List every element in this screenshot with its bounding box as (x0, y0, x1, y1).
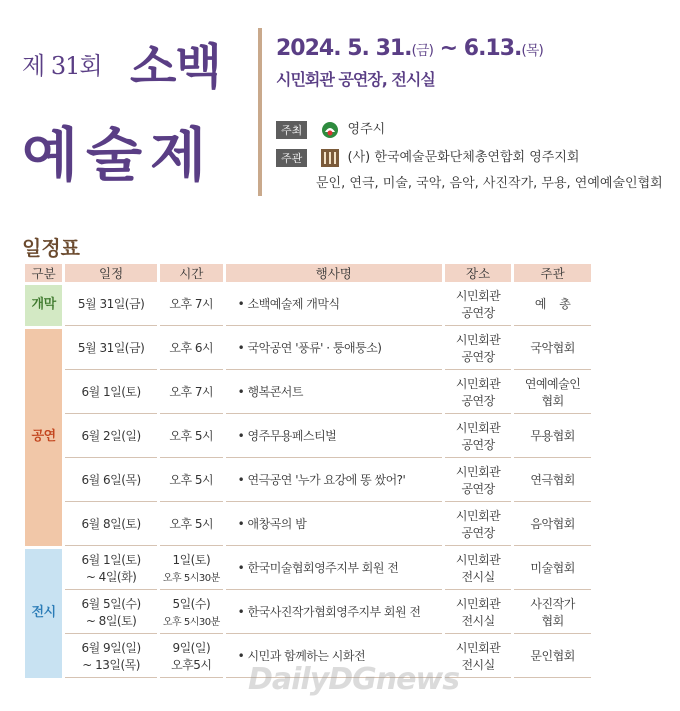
cell-date: 6월 2일(일) (65, 417, 157, 458)
cell-organizer: 미술협회 (514, 549, 591, 590)
event-dates (276, 36, 676, 61)
place-line2: 전시실 (461, 658, 495, 672)
cell-event: • 한국사진작가협회영주지부 회원 전 (226, 593, 442, 634)
cell-time (160, 637, 223, 678)
cell-place (445, 505, 511, 546)
place-line1: 시민회관 (455, 376, 501, 391)
date-line2: ~ 4일(화) (85, 570, 137, 584)
host-row (276, 118, 385, 139)
cell-organizer (514, 593, 591, 634)
cell-time: 오후 7시 (160, 285, 223, 326)
place-line1: 시민회관 (455, 508, 501, 523)
cell-time (160, 593, 223, 634)
cell-organizer: 예 총 (514, 285, 591, 326)
cell-event: • 국악공연 '풍류' · 퉁애퉁소) (226, 329, 442, 370)
time-line2: 오후 5시30분 (162, 616, 220, 628)
title-line2: 예술제 (22, 121, 215, 189)
schedule-table (22, 261, 594, 681)
header-event: 행사명 (226, 264, 442, 282)
place-line2: 전시실 (461, 614, 495, 628)
cell-event: • 소백예술제 개막식 (226, 285, 442, 326)
cell-time: 오후 5시 (160, 461, 223, 502)
table-row (25, 505, 591, 546)
date-line1: 6월 9일(일) (81, 640, 141, 655)
cell-place (445, 593, 511, 634)
arts-federation-logo-icon (321, 149, 339, 167)
cell-event: • 시민과 함께하는 시화전 (226, 637, 442, 678)
time-line1: 1일(토) (172, 552, 211, 567)
watermark-logo: DailyDGnews (248, 662, 460, 697)
yeongju-logo-icon (321, 121, 339, 139)
event-info (276, 36, 676, 90)
category-exhibition: 전시 (25, 549, 62, 678)
org-line2: 협회 (541, 394, 564, 408)
place-line2: 공연장 (461, 482, 495, 496)
cell-date: 6월 1일(토) (65, 373, 157, 414)
cell-date: 6월 6일(목) (65, 461, 157, 502)
cell-time: 오후 5시 (160, 505, 223, 546)
org-line1: 사진작가 (530, 596, 575, 611)
cell-date: 6월 8일(토) (65, 505, 157, 546)
time-line1: 5일(수) (172, 596, 211, 611)
place-line1: 시민회관 (455, 332, 501, 347)
place-line2: 공연장 (461, 394, 495, 408)
header-place: 장소 (445, 264, 511, 282)
event-venue: 시민회관 공연장, 전시실 (276, 70, 435, 89)
category-performance: 공연 (25, 329, 62, 546)
start-day: (금) (411, 43, 433, 59)
end-day: (목) (521, 43, 543, 59)
organizer-tag: 주관 (276, 149, 307, 167)
organizer-members: 문인, 연극, 미술, 국악, 음악, 사진작가, 무용, 연예예술인협회 (316, 176, 663, 191)
cell-place (445, 549, 511, 590)
table-row (25, 285, 591, 326)
cell-event: • 행복콘서트 (226, 373, 442, 414)
cell-place (445, 329, 511, 370)
date-separator: ~ (433, 36, 464, 61)
cell-time (160, 549, 223, 590)
header-organizer: 주관 (514, 264, 591, 282)
table-row (25, 593, 591, 634)
place-line1: 시민회관 (455, 288, 501, 303)
cell-date (65, 593, 157, 634)
place-line1: 시민회관 (455, 596, 501, 611)
date-line1: 6월 1일(토) (81, 552, 141, 567)
table-row (25, 417, 591, 458)
header-time: 시간 (160, 264, 223, 282)
time-line2: 오후5시 (171, 658, 212, 672)
start-date: 2024. 5. 31. (276, 36, 412, 61)
place-line2: 공연장 (461, 438, 495, 452)
schedule-title: 일정표 (22, 236, 80, 260)
cell-place (445, 417, 511, 458)
cell-organizer (514, 373, 591, 414)
header-date: 일정 (65, 264, 157, 282)
place-line1: 시민회관 (455, 640, 501, 655)
place-line2: 전시실 (461, 570, 495, 584)
table-row (25, 373, 591, 414)
cell-event: • 연극공연 '누가 요강에 똥 쌌어?' (226, 461, 442, 502)
cell-organizer: 음악협회 (514, 505, 591, 546)
date-line1: 6월 5일(수) (81, 596, 141, 611)
cell-organizer: 연극협회 (514, 461, 591, 502)
cell-organizer: 무용협회 (514, 417, 591, 458)
edition-label: 제 31회 (22, 52, 102, 80)
table-row (25, 329, 591, 370)
table-header-row (25, 264, 591, 282)
table-row (25, 549, 591, 590)
cell-date: 5월 31일(금) (65, 285, 157, 326)
cell-time: 오후 6시 (160, 329, 223, 370)
time-line1: 9일(일) (172, 640, 211, 655)
host-tag: 주최 (276, 121, 307, 139)
place-line2: 공연장 (461, 306, 495, 320)
header-divider (258, 28, 262, 196)
org-line2: 협회 (541, 614, 564, 628)
cell-date: 5월 31일(금) (65, 329, 157, 370)
cell-event: • 애창곡의 밤 (226, 505, 442, 546)
date-line2: ~ 13일(목) (82, 658, 140, 672)
table-row (25, 461, 591, 502)
time-line2: 오후 5시30분 (162, 572, 220, 584)
header-category: 구분 (25, 264, 62, 282)
place-line2: 공연장 (461, 350, 495, 364)
cell-date (65, 549, 157, 590)
cell-date (65, 637, 157, 678)
cell-place (445, 285, 511, 326)
end-date: 6.13. (463, 36, 522, 61)
title-line1: 소백 (130, 39, 221, 95)
organizer-row (276, 146, 579, 167)
cell-organizer: 문인협회 (514, 637, 591, 678)
cell-time: 오후 7시 (160, 373, 223, 414)
org-line1: 연예예술인 (524, 376, 581, 391)
cell-organizer: 국악협회 (514, 329, 591, 370)
cell-place (445, 461, 511, 502)
place-line1: 시민회관 (455, 420, 501, 435)
cell-event: • 한국미술협회영주지부 회원 전 (226, 549, 442, 590)
place-line1: 시민회관 (455, 464, 501, 479)
cell-time: 오후 5시 (160, 417, 223, 458)
organizer-name: (사) 한국예술문화단체총연합회 영주지회 (347, 150, 580, 165)
date-line2: ~ 8일(토) (85, 614, 137, 628)
place-line1: 시민회관 (455, 552, 501, 567)
cell-place (445, 373, 511, 414)
host-name: 영주시 (347, 122, 386, 137)
place-line2: 공연장 (461, 526, 495, 540)
category-opening: 개막 (25, 285, 62, 326)
cell-event: • 영주무용페스티벌 (226, 417, 442, 458)
